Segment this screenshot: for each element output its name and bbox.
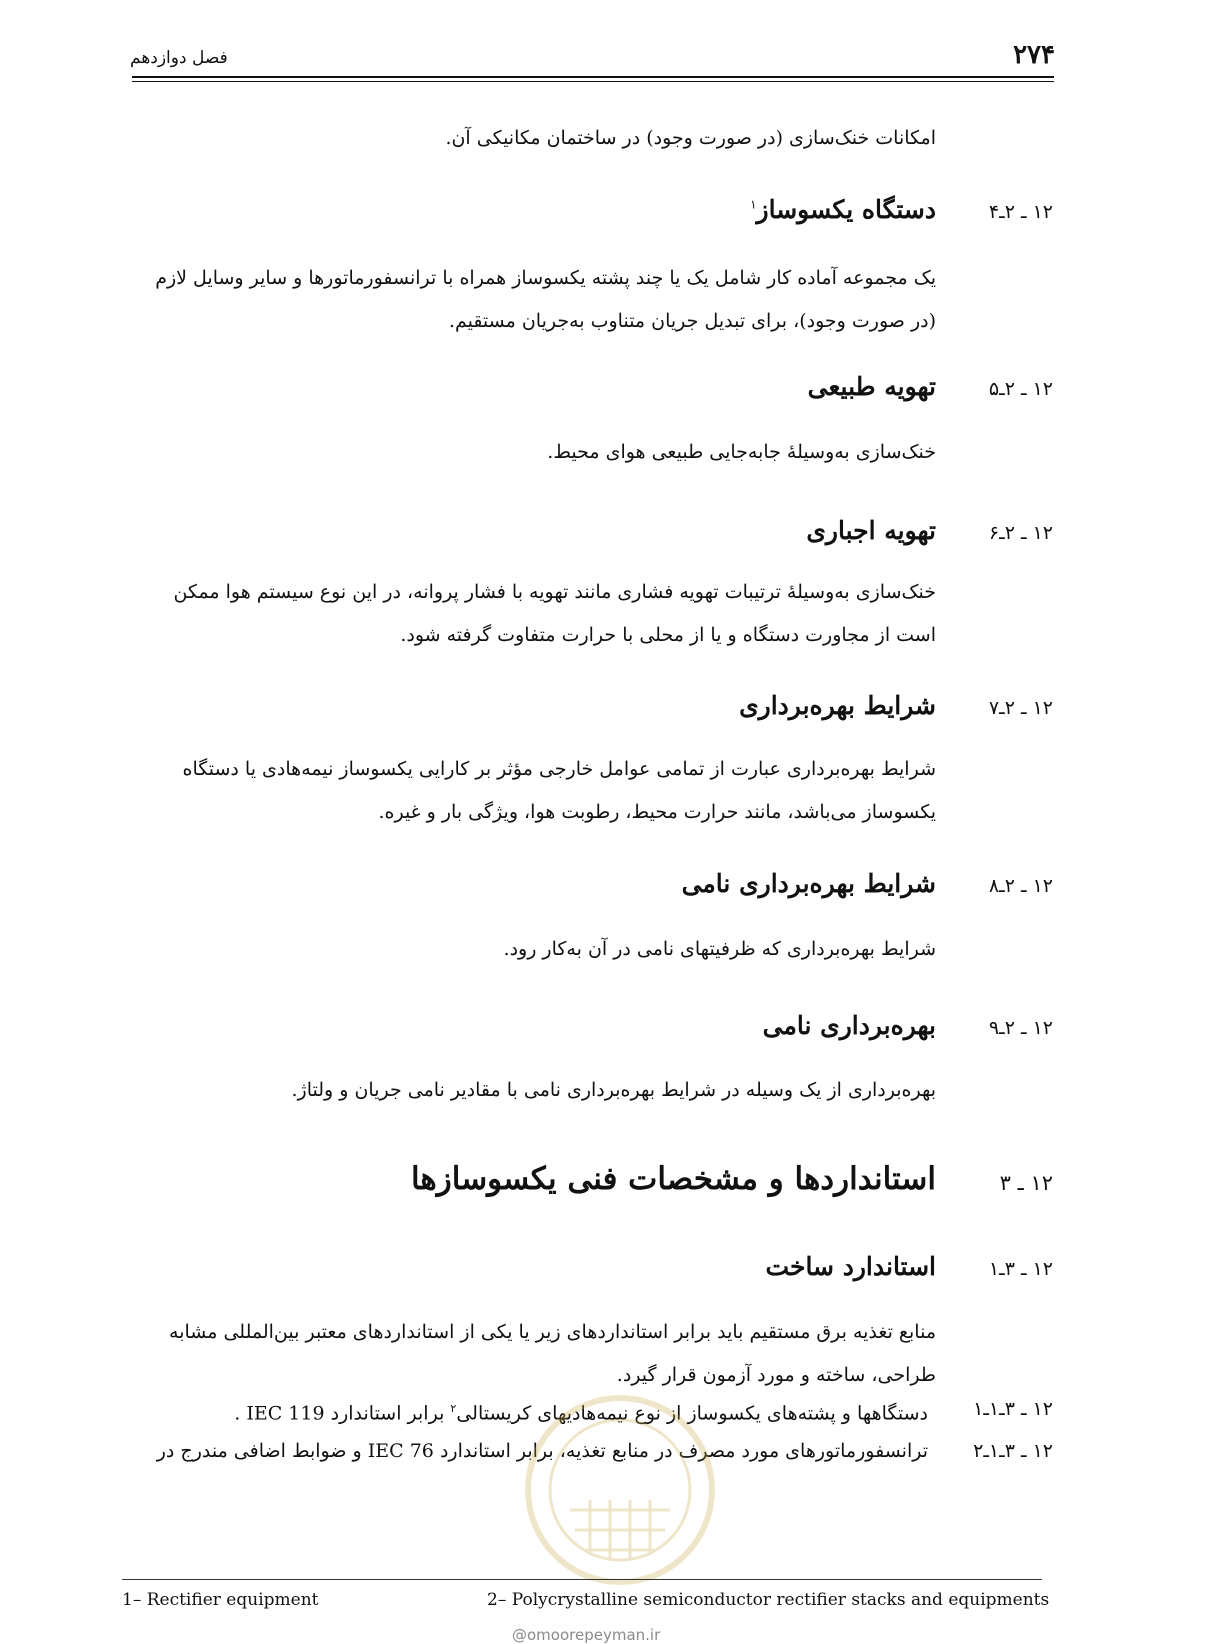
section-number: ۱۲ ـ ۳ [999,1171,1053,1195]
footnote-rule [122,1579,1042,1580]
section-title: تهویه اجباری [806,516,936,545]
footnote-ref: ۲ [450,1402,457,1415]
footnote-2: 2– Polycrystalline semiconductor rectifier stacks and equipments [487,1590,1050,1610]
section-number: ۱۲ ـ ۲ـ۶ [988,522,1053,544]
footnote-ref: ۱ [750,197,757,212]
section-number: ۱۲ ـ ۲ـ۷ [988,697,1053,719]
section-title: استانداردها و مشخصات فنی یکسوسازها [410,1161,936,1197]
section-title: تهویه طبیعی [807,372,936,401]
section-heading-8 [153,869,1053,909]
section-title: بهره‌برداری نامی [762,1011,936,1040]
list-item-number: ۱۲ ـ ۳ـ۱ـ۲ [973,1440,1053,1462]
section-title: دستگاه یکسوساز$^۱$ [750,195,936,224]
section-heading-7 [153,691,1053,731]
header-rule [132,76,1054,78]
watermark-seal-icon [520,1390,720,1590]
page-number: ۲۷۴ [1013,40,1055,70]
main-section-heading [153,1161,1053,1201]
footnote-1: 1– Rectifier equipment [122,1590,319,1610]
list-item-text: ترانسفورماتورهای مورد مصرف در منابع تغذیه، برابر استاندارد IEC 76 و ضوابط اضافی مندرج در [156,1440,928,1462]
subsection-heading [153,1252,1053,1292]
section-title: شرایط بهره‌برداری نامی [681,869,936,898]
section-body-9: بهره‌برداری از یک وسیله در شرایط بهره‌برداری نامی با مقادیر نامی جریان و ولتاژ. [291,1079,936,1101]
section-number: ۱۲ ـ ۲ـ۴ [988,201,1053,223]
header-rule-thin [132,81,1054,82]
section-heading-9 [153,1011,1053,1051]
chapter-title: فصل دوازدهم [130,48,228,68]
watermark-url: @omoorepeyman.ir [512,1626,661,1644]
list-item-text: دستگاهها و پشته‌های یکسوساز از نوع نیمه‌هادیهای کریستالی$^۲$ برابر استاندارد IEC 119 . [234,1402,928,1425]
section-number: ۱۲ ـ ۳ـ۱ [988,1258,1053,1280]
section-number: ۱۲ ـ ۲ـ۵ [988,378,1053,400]
subsection-body: منابع تغذیه برق مستقیم باید برابر استانداردهای زیر یا یکی از استانداردهای معتبر بین‌المللی مشابه طراحی، ساخته و مورد آزمون قرار گیرد. [169,1321,936,1386]
section-body-8: شرایط بهره‌برداری که ظرفیتهای نامی در آن به‌کار رود. [503,938,936,960]
section-heading-4 [153,195,1053,235]
section-title: شرایط بهره‌برداری [739,691,936,720]
section-heading-6 [153,516,1053,556]
section-number: ۱۲ ـ ۲ـ۹ [988,1017,1053,1039]
section-heading-5 [153,372,1053,412]
section-body-6: خنک‌سازی به‌وسیلهٔ ترتیبات تهویه فشاری مانند تهویه با فشار پروانه، در این نوع سیستم هوا ممکن است از مجاورت دستگاه و یا از محلی با حرارت متفاوت گرفته شود. [173,581,936,646]
list-item-number: ۱۲ ـ ۳ـ۱ـ۱ [973,1398,1053,1420]
section-number: ۱۲ ـ ۲ـ۸ [988,875,1053,897]
page-header [130,38,1055,78]
section-body-5: خنک‌سازی به‌وسیلهٔ جابه‌جایی طبیعی هوای محیط. [547,441,936,463]
section-body-4: یک مجموعه آماده کار شامل یک یا چند پشته یکسوساز همراه با ترانسفورماتورها و سایر وسایل لازم (در صورت وجود)، برای تبدیل جریان متناوب به‌جریان مستقیم. [155,267,936,332]
section-title: استاندارد ساخت [765,1252,936,1281]
section-body-7: شرایط بهره‌برداری عبارت از تمامی عوامل خارجی مؤثر بر کارایی یکسوساز نیمه‌هادی یا دستگاه یکسوساز می‌باشد، مانند حرارت محیط، رطوبت هوا، ویژگی بار و غیره. [182,758,936,823]
intro-paragraph: امکانات خنک‌سازی (در صورت وجود) در ساختمان مکانیکی آن. [445,127,936,149]
